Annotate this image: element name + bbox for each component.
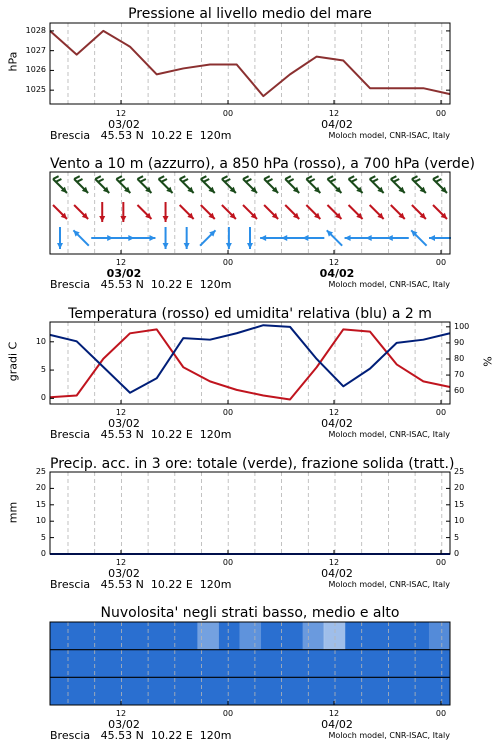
precipitation-ytick-right: 5 — [454, 532, 460, 542]
location-label: Brescia 45.53 N 10.22 E 120m — [50, 129, 232, 142]
date-label: 04/02 — [321, 718, 353, 731]
date-label: 03/02 — [108, 118, 140, 131]
time-tick: 00 — [222, 408, 234, 417]
wind-title: Vento a 10 m (azzurro), a 850 hPa (rosso), a 700 hPa (verde) — [50, 156, 476, 172]
precipitation-ytick: 0 — [40, 549, 46, 558]
pressure-ylabel: hPa — [6, 51, 20, 72]
precipitation-ytick: 10 — [35, 516, 46, 526]
cloud-cell — [197, 622, 219, 650]
time-tick: 12 — [328, 558, 340, 567]
time-tick: 00 — [435, 258, 447, 267]
time-tick: 00 — [222, 258, 234, 267]
pressure-ytick: 1026 — [25, 65, 46, 75]
humidity-ytick: 60 — [454, 386, 465, 396]
humidity-ytick: 90 — [454, 337, 465, 347]
date-label: 03/02 — [108, 567, 140, 580]
time-tick: 12 — [115, 558, 127, 567]
temperature-ylabel: gradi C — [6, 341, 20, 382]
time-tick: 00 — [435, 408, 447, 417]
time-tick: 00 — [222, 109, 234, 118]
precipitation-title: Precip. acc. in 3 ore: totale (verde), frazione solida (tratt.) — [50, 456, 455, 472]
date-label: 03/02 — [106, 267, 142, 280]
date-label: 04/02 — [319, 267, 355, 280]
location-label: Brescia 45.53 N 10.22 E 120m — [50, 278, 232, 291]
location-label: Brescia 45.53 N 10.22 E 120m — [50, 729, 232, 742]
temperature-ytick: 10 — [35, 336, 46, 346]
time-tick: 12 — [328, 709, 340, 718]
time-tick: 12 — [328, 258, 340, 267]
model-label: Moloch model, CNR-ISAC, Italy — [328, 731, 450, 740]
cloud-cell — [429, 622, 451, 650]
pressure-ytick: 1025 — [25, 85, 46, 95]
temperature-ytick: 0 — [40, 393, 46, 403]
temperature-title: Temperatura (rosso) ed umidita' relativa (blu) a 2 m — [68, 306, 432, 322]
location-label: Brescia 45.53 N 10.22 E 120m — [50, 578, 232, 591]
precipitation-ytick-right: 15 — [454, 499, 465, 509]
time-tick: 12 — [328, 408, 340, 417]
pressure-title: Pressione al livello medio del mare — [128, 6, 372, 22]
precipitation-ytick: 25 — [35, 467, 46, 476]
time-tick: 00 — [222, 558, 234, 567]
precipitation-ytick: 20 — [35, 483, 46, 493]
humidity-ytick: 100 — [454, 321, 470, 331]
location-label: Brescia 45.53 N 10.22 E 120m — [50, 428, 232, 441]
date-label: 03/02 — [108, 718, 140, 731]
model-label: Moloch model, CNR-ISAC, Italy — [328, 280, 450, 289]
model-label: Moloch model, CNR-ISAC, Italy — [328, 580, 450, 589]
humidity-ytick: 80 — [454, 353, 465, 363]
cloud-cell — [303, 622, 325, 650]
cloud-title: Nuvolosita' negli strati basso, medio e alto — [100, 605, 400, 621]
time-tick: 00 — [435, 109, 447, 118]
precipitation-ytick: 5 — [40, 532, 46, 542]
pressure-ytick: 1027 — [25, 45, 46, 55]
date-label: 04/02 — [321, 417, 353, 430]
time-tick: 12 — [328, 109, 340, 118]
time-tick: 12 — [115, 258, 127, 267]
precipitation-ytick-right: 10 — [454, 516, 465, 526]
humidity-ytick: 70 — [454, 370, 465, 380]
precipitation-ytick-right: 25 — [454, 467, 465, 476]
time-tick: 00 — [435, 558, 447, 567]
date-label: 04/02 — [321, 567, 353, 580]
model-label: Moloch model, CNR-ISAC, Italy — [328, 131, 450, 140]
cloud-cell — [239, 622, 261, 650]
date-label: 03/02 — [108, 417, 140, 430]
time-tick: 12 — [115, 408, 127, 417]
precipitation-ylabel: mm — [6, 501, 20, 524]
time-tick: 00 — [222, 709, 234, 718]
time-tick: 00 — [435, 709, 447, 718]
precipitation-ytick-right: 0 — [454, 549, 460, 558]
pressure-ytick: 1028 — [25, 25, 46, 35]
precipitation-ytick: 15 — [35, 499, 46, 509]
humidity-ylabel: % — [481, 356, 495, 367]
time-tick: 12 — [115, 709, 127, 718]
model-label: Moloch model, CNR-ISAC, Italy — [328, 430, 450, 439]
date-label: 04/02 — [321, 118, 353, 131]
temperature-ytick: 5 — [40, 365, 46, 375]
precipitation-ytick-right: 20 — [454, 483, 465, 493]
cloud-cell — [324, 622, 346, 650]
time-tick: 12 — [115, 109, 127, 118]
